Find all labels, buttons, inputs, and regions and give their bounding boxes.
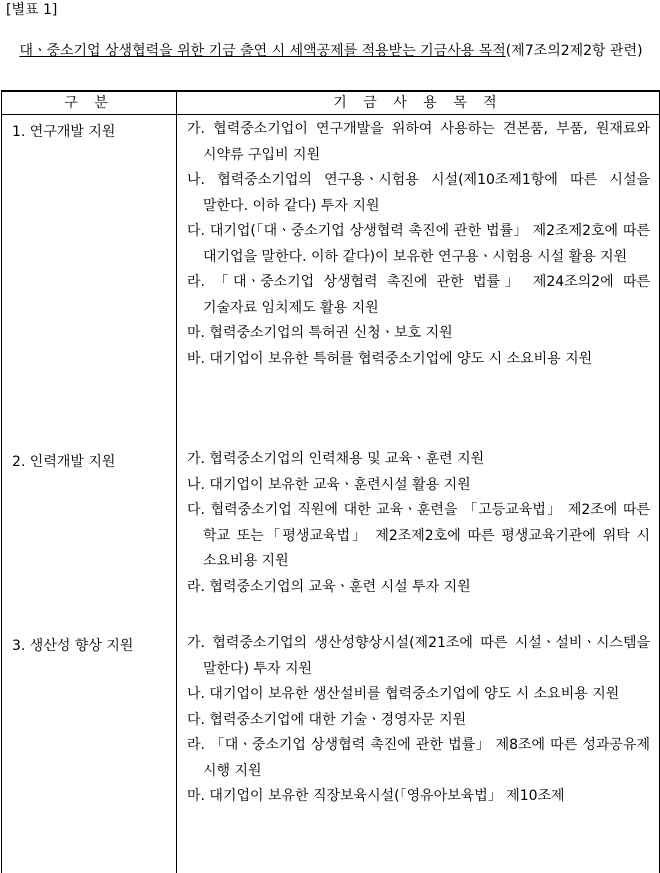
list-item: 나. 대기업이 보유한 생산설비를 협력중소기업에 양도 시 소요비용 지원 [187, 686, 620, 702]
list-item: 가. 협력중소기업의 생산성향상시설(제21조에 따른 시설ㆍ설비ㆍ시스템을 말한다) 투자 지원 [187, 635, 650, 677]
list-item: 다. 대기업(「대ㆍ중소기업 상생협력 촉진에 관한 법률」 제2조제2호에 따른 대기업을 말한다. 이하 같다)이 보유한 연구용ㆍ시험용 시설 활용 지원 [187, 223, 650, 265]
header-purpose: 기 금 사 용 목 적 [177, 91, 660, 115]
list-item: 바. 대기업이 보유한 특허를 협력중소기업에 양도 시 소요비용 지원 [187, 350, 593, 367]
table-row-productivity [2, 629, 660, 873]
purpose-cell [177, 445, 660, 629]
annex-label: [별표 1] [6, 2, 58, 18]
list-item: 라. 「대ㆍ중소기업 상생협력 촉진에 관한 법률」 제8조에 따른 성과공유제 시행 지원 [187, 737, 650, 779]
list-item: 마. 대기업이 보유한 직장보육시설(「영유아보육법」 제10조제 [187, 788, 565, 804]
list-item: 다. 협력중소기업에 대한 기술ㆍ경영자문 지원 [187, 711, 467, 728]
list-item: 라. 협력중소기업의 교육ㆍ훈련 시설 투자 지원 [187, 578, 471, 595]
purpose-cell [177, 115, 660, 446]
list-item: 다. 협력중소기업 직원에 대한 교육ㆍ훈련을 「고등교육법」 제2조에 따른 학교 또는「평생교육법」 제2조제2호에 따른 평생교육기관에 위탁 시 소요비용 지원 [187, 502, 650, 569]
header-category: 구 분 [2, 91, 177, 115]
document-title [6, 38, 656, 64]
list-item: 나. 협력중소기업의 연구용ㆍ시험용 시설(제10조제1항에 따른 시설을 말한다. 이하 같다) 투자 지원 [187, 172, 650, 214]
list-item: 가. 협력중소기업이 연구개발을 위하여 사용하는 견본품, 부품, 원재료와 시약류 구입비 지원 [187, 121, 650, 163]
purpose-cell [177, 629, 660, 873]
table-row-rnd [2, 115, 660, 446]
list-item: 나. 대기업이 보유한 교육ㆍ훈련시설 활용 지원 [187, 476, 471, 493]
list-item: 라. 「대ㆍ중소기업 상생협력 촉진에 관한 법률」 제24조의2에 따른 기술자료 임치제도 활용 지원 [187, 274, 650, 316]
title-main: 대ㆍ중소기업 상생협력을 위한 기금 출연 시 세액공제를 적용받는 기금사용 목적 [19, 43, 506, 59]
table-row-hr [2, 445, 660, 629]
title-reference: (제7조의2제2항 관련) [505, 43, 643, 59]
list-item: 마. 협력중소기업의 특허권 신청ㆍ보호 지원 [187, 325, 453, 341]
category-cell: 2. 인력개발 지원 [2, 445, 177, 629]
fund-purpose-table [1, 90, 660, 873]
category-cell: 3. 생산성 향상 지원 [2, 629, 177, 873]
list-item: 가. 협력중소기업의 인력채용 및 교육ㆍ훈련 지원 [187, 451, 485, 467]
category-cell: 1. 연구개발 지원 [2, 115, 177, 446]
table-header-row [2, 91, 660, 115]
